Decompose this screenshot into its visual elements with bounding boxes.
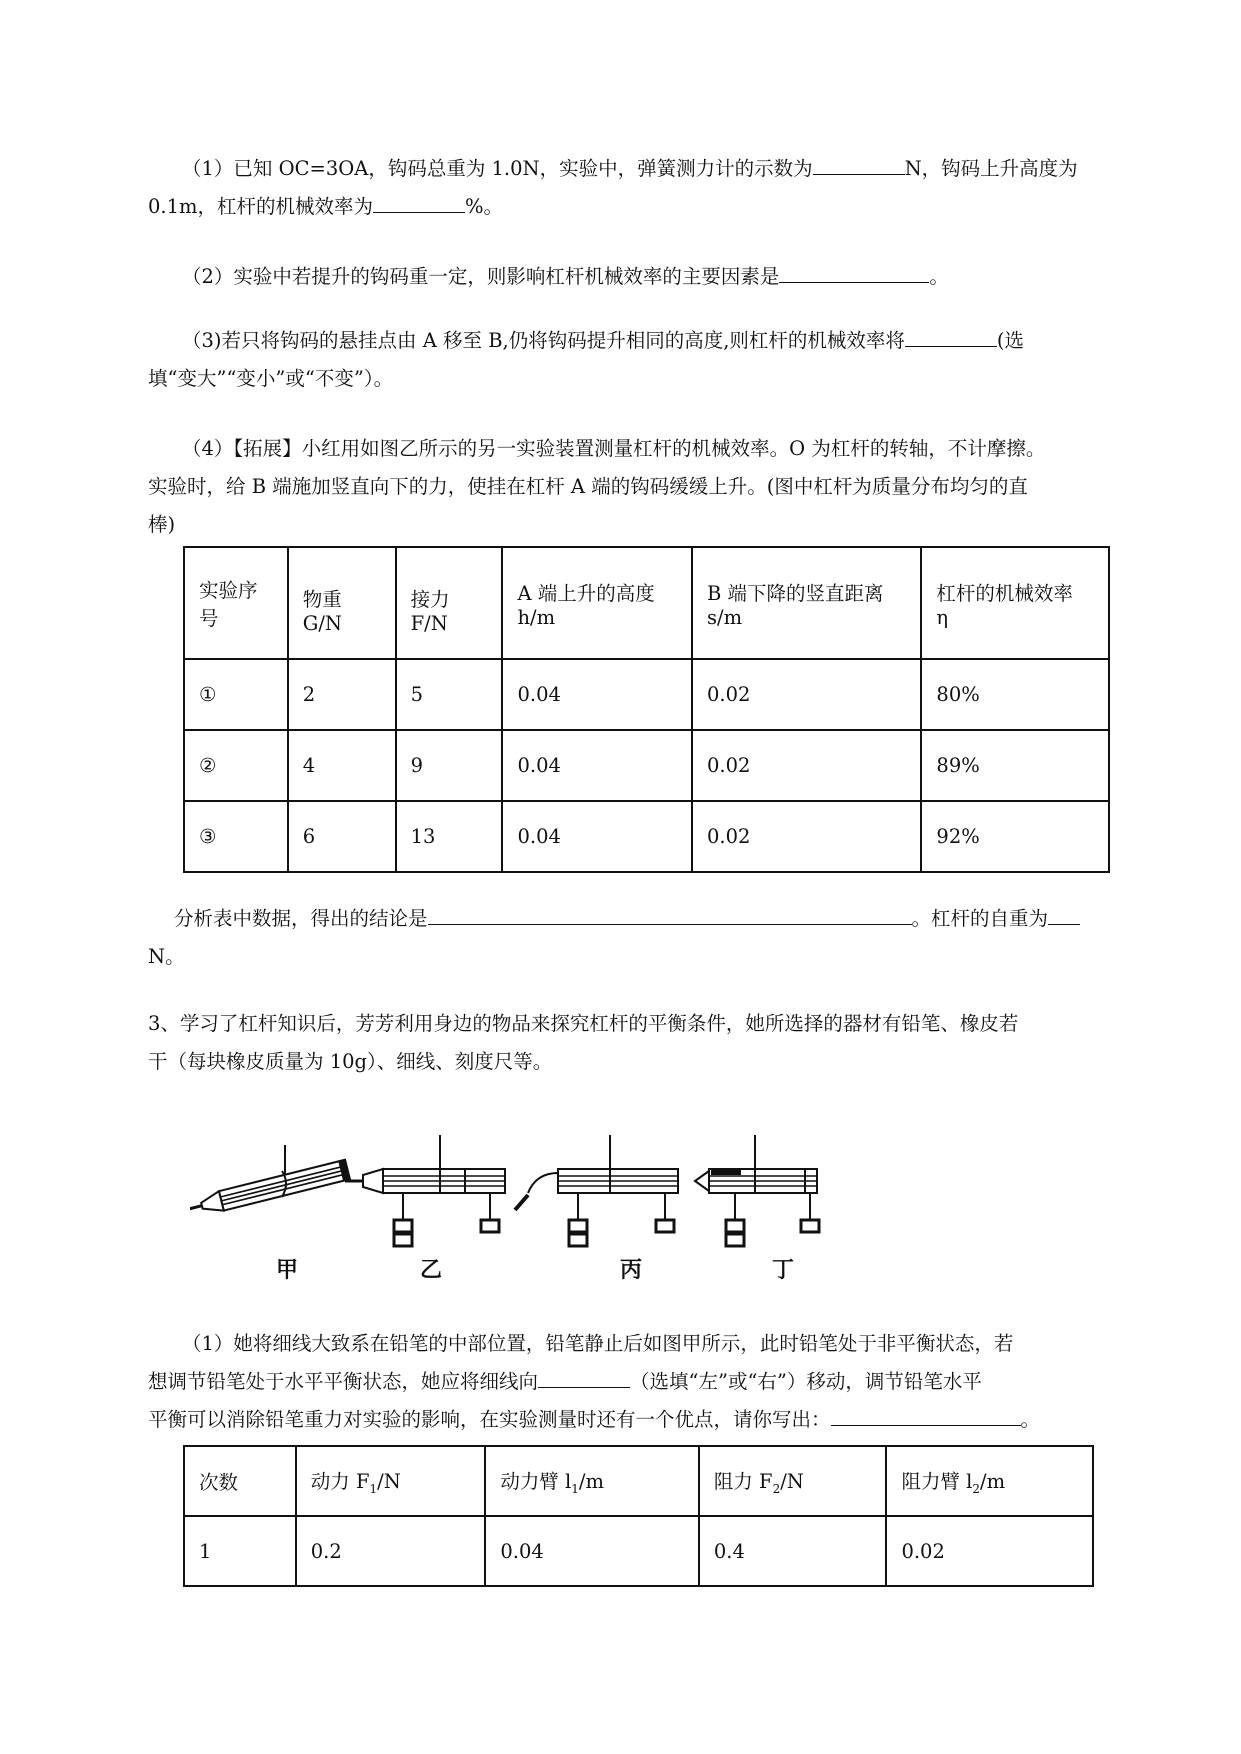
table-cell: ①	[184, 659, 288, 730]
table-cell: 4	[288, 730, 396, 801]
table-cell: 92%	[921, 801, 1109, 872]
efficiency-table	[183, 546, 1110, 873]
figure-label-ding: 丁	[772, 1257, 795, 1283]
q3-intro: 3、学习了杠杆知识后，芳芳利用身边的物品来探究杠杆的平衡条件，她所选择的器材有铅笔、橡皮若 干（每块橡皮质量为 10g）、细线、刻度尺等。	[148, 1012, 1019, 1073]
answer-blank[interactable]	[779, 260, 929, 283]
q2-part3: （3)若只将钩码的悬挂点由 A 移至 B,仍将钩码提升相同的高度,则杠杆的机械效率将 (选 填“变大”“变小”或“不变”）。	[148, 322, 1148, 398]
header-cell: 物重 G/N	[288, 547, 396, 659]
table-cell: 0.02	[692, 730, 921, 801]
answer-blank[interactable]	[905, 324, 997, 347]
table-cell: 5	[396, 659, 503, 730]
table-cell: 80%	[921, 659, 1109, 730]
table-row	[184, 1516, 1093, 1586]
answer-blank[interactable]	[1048, 902, 1080, 925]
header-cell: 实验序 号	[184, 547, 288, 659]
table-row	[184, 730, 1109, 801]
table-cell: 0.02	[692, 659, 921, 730]
table-cell: 6	[288, 801, 396, 872]
figure-label-jia: 甲	[276, 1257, 299, 1283]
table-cell: ③	[184, 801, 288, 872]
header-cell: 阻力臂 $l_2/m$	[886, 1446, 1093, 1516]
q2-part2: （2）实验中若提升的钩码重一定，则影响杠杆机械效率的主要因素是 。	[148, 258, 1148, 296]
header-cell: A 端上升的高度 h/m	[502, 547, 692, 659]
table-cell: 0.4	[699, 1516, 887, 1586]
table-cell: 13	[396, 801, 503, 872]
table-row	[184, 801, 1109, 872]
header-cell: 动力臂 $l_1/m$	[485, 1446, 699, 1516]
table-cell: 0.04	[485, 1516, 699, 1586]
pencil-diagram-bing	[515, 1135, 678, 1246]
header-cell: B 端下降的竖直距离 s/m	[692, 547, 921, 659]
figure-label-yi: 乙	[420, 1257, 443, 1283]
table-cell: 0.04	[502, 730, 692, 801]
table-cell: 1	[184, 1516, 296, 1586]
q2-part1: （1）已知 OC=3OA，钩码总重为 1.0N，实验中，弹簧测力计的示数为 N，钩码上升高度为 0.1m，杠杆的机械效率为 %。	[148, 150, 1148, 226]
table-row	[184, 659, 1109, 730]
table-cell: 0.02	[692, 801, 921, 872]
pencil-diagram-yi	[345, 1135, 505, 1246]
table-cell: 0.2	[296, 1516, 486, 1586]
pencil-diagram-jia	[190, 1145, 350, 1220]
table-header-row	[184, 547, 1109, 659]
header-cell: 动力 $F_1/N$	[296, 1446, 486, 1516]
pencil-diagram-ding	[695, 1135, 819, 1246]
answer-blank[interactable]	[428, 902, 912, 925]
table-cell: 0.02	[886, 1516, 1093, 1586]
table-cell: 0.04	[502, 801, 692, 872]
q3-part1: （1）她将细线大致系在铅笔的中部位置，铅笔静止后如图甲所示，此时铅笔处于非平衡状态，若 想调节铅笔处于水平平衡状态，她应将细线向 （选填“左”或“右”）移动，调节铅笔水平 平衡可以消除铅笔重力对实验的影响，在实验测量时还有一个优点，请你写出： 。	[148, 1332, 1041, 1431]
table-cell: ②	[184, 730, 288, 801]
q2-analysis: 分析表中数据，得出的结论是 。杠杆的自重为 N。	[148, 900, 1148, 976]
header-cell: 阻力 $F_2/N$	[699, 1446, 887, 1516]
answer-blank[interactable]	[831, 1403, 1021, 1426]
figure-label-bing: 丙	[620, 1257, 643, 1283]
table-cell: 0.04	[502, 659, 692, 730]
header-cell: 杠杆的机械效率 η	[921, 547, 1109, 659]
table-header-row	[184, 1446, 1093, 1516]
answer-blank[interactable]	[813, 152, 905, 175]
header-cell: 接力 F/N	[396, 547, 503, 659]
table-cell: 9	[396, 730, 503, 801]
q2-part4: （4）【拓展】小红用如图乙所示的另一实验装置测量杠杆的机械效率。O 为杠杆的转轴，不计摩擦。 实验时，给 B 端施加竖直向下的力，使挂在杠杆 A 端的钩码缓缓上升。(图中杠杆为质量分布均匀的直 棒)	[148, 437, 1046, 536]
table-cell: 2	[288, 659, 396, 730]
answer-blank[interactable]	[373, 190, 465, 213]
answer-blank[interactable]	[538, 1365, 630, 1388]
table-cell: 89%	[921, 730, 1109, 801]
header-cell: 次数	[184, 1446, 296, 1516]
lever-balance-table	[183, 1445, 1094, 1587]
